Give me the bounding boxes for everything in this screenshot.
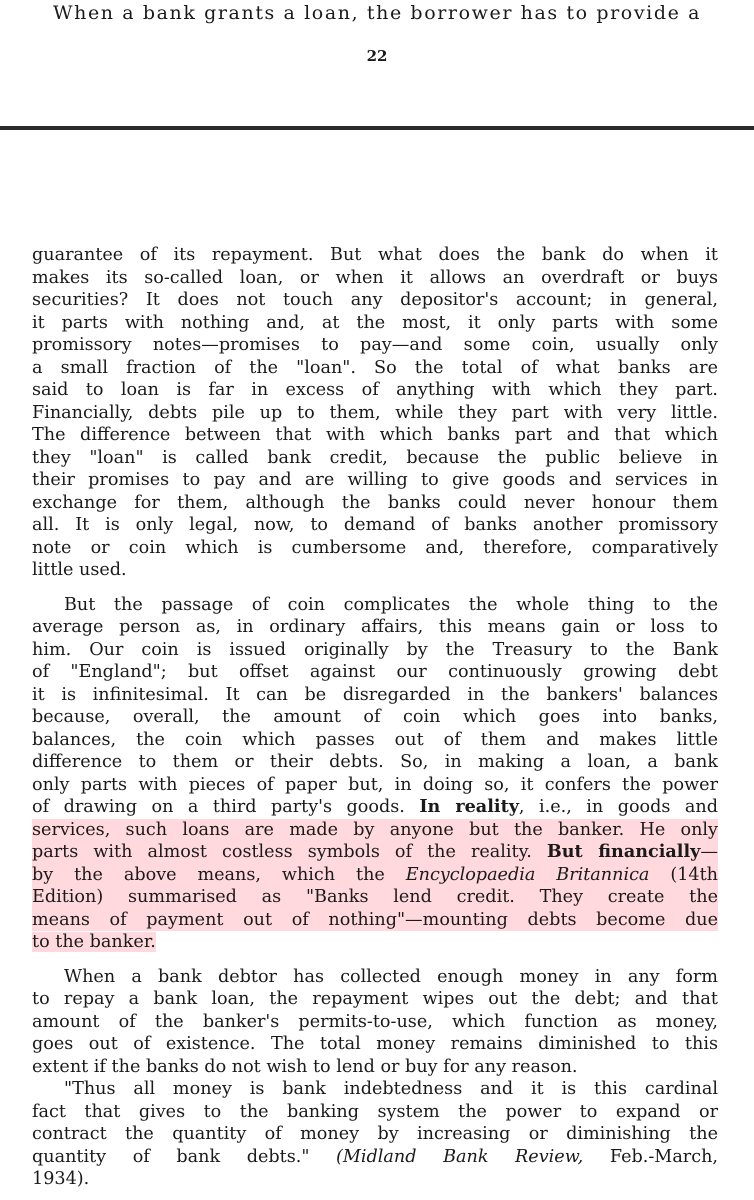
highlighted-text: to the banker. [32, 932, 156, 952]
bold-phrase-in-reality: In reality [419, 796, 519, 817]
body-text [32, 244, 718, 1191]
text-line: said to loan is far in excess of anything with which they part. [32, 380, 718, 400]
text-line: to repay a bank loan, the repayment wipes out the debt; and that [32, 989, 718, 1009]
text-line [32, 841, 718, 864]
text-line [32, 1146, 718, 1169]
text-line: But the passage of coin complicates the whole thing to the [64, 594, 718, 615]
text-run: of drawing on a third party's goods. [32, 797, 420, 817]
text-run: Feb.-March, [583, 1146, 718, 1167]
text-line: him. Our coin is issued originally by the Treasury to the Bank [32, 639, 718, 660]
text-line: promissory notes—promises to pay—and some coin, usually only [32, 335, 718, 355]
text-line: extent if the banks do not wish to lend or buy for any reason. [32, 1056, 578, 1077]
text-line: average person as, in ordinary affairs, this means gain or loss to [32, 617, 718, 637]
paragraph-2 [32, 594, 718, 954]
paragraph-1 [32, 244, 718, 582]
text-line: goes out of existence. The total money remains diminished to this [32, 1034, 718, 1054]
text-line: only parts with pieces of paper but, in doing so, it confers the power [32, 774, 718, 795]
text-line: difference to them or their debts. So, in making a loan, a bank [32, 752, 718, 772]
text-line: amount of the banker's permits-to-use, which function as money, [32, 1011, 718, 1032]
text-line [32, 931, 718, 954]
previous-page-fragment: When a bank grants a loan, the borrower has to provide a [52, 2, 702, 24]
bold-phrase-but-financially: But financially [546, 841, 701, 862]
paragraph-3 [32, 966, 718, 1079]
text-line [32, 796, 718, 819]
citation-midland-bank-review: (Midland Bank Review, [336, 1146, 584, 1167]
italic-title-encyclopaedia: Encyclopaedia Britannica [405, 864, 650, 885]
text-line: it is infinitesimal. It can be disregarded in the bankers' balances [32, 684, 718, 705]
text-line: "Thus all money is bank indebtedness and it is this cardinal [64, 1079, 718, 1099]
text-line: because, overall, the amount of coin which goes into banks, [32, 707, 718, 727]
text-run: (14th [649, 864, 718, 885]
text-line [32, 864, 718, 887]
text-run: — [700, 842, 718, 862]
page-divider [0, 126, 754, 130]
text-line: they "loan" is called bank credit, because the public believe in [32, 447, 718, 468]
text-line: means of payment out of nothing"—mounting debts become due [32, 909, 718, 930]
text-line: Financially, debts pile up to them, while they part with very little. [32, 402, 718, 423]
text-line: contract the quantity of money by increasing or diminishing the [32, 1124, 718, 1144]
text-line: fact that gives to the banking system the power to expand or [32, 1101, 718, 1122]
text-run: by the above means, which the [32, 864, 406, 885]
text-line: all. It is only legal, now, to demand of banks another promissory [32, 515, 718, 535]
text-line: note or coin which is cumbersome and, therefore, comparatively [32, 537, 718, 558]
text-line: it parts with nothing and, at the most, it only parts with some [32, 312, 718, 333]
text-line: of "England"; but offset against our continuously growing debt [32, 662, 718, 682]
text-run: quantity of bank debts." [32, 1146, 337, 1167]
text-line: Edition) summarised as "Banks lend credit. They create the [32, 887, 718, 907]
text-line: services, such loans are made by anyone but the banker. He only [32, 819, 718, 840]
text-line: securities? It does not touch any depositor's account; in general, [32, 290, 718, 310]
text-line: exchange for them, although the banks could never honour them [32, 492, 718, 513]
text-line: 1934). [32, 1169, 90, 1189]
highlighted-passage [32, 819, 718, 932]
text-line: guarantee of its repayment. But what does the bank do when it [32, 245, 718, 265]
text-line: a small fraction of the "loan". So the total of what banks are [32, 357, 718, 378]
text-line: their promises to pay and are willing to give goods and services in [32, 470, 718, 490]
text-line: little used. [32, 560, 127, 580]
text-line: When a bank debtor has collected enough money in any form [64, 966, 718, 987]
text-line: The difference between that with which banks part and that which [32, 425, 718, 445]
text-line: balances, the coin which passes out of them and makes little [32, 729, 718, 750]
page-number: 22 [366, 47, 388, 65]
paragraph-4-quotation [32, 1078, 718, 1191]
text-run: parts with almost costless symbols of the reality. [32, 842, 547, 862]
text-run: , i.e., in goods and [518, 797, 718, 817]
text-line: makes its so-called loan, or when it allows an overdraft or buys [32, 267, 718, 288]
